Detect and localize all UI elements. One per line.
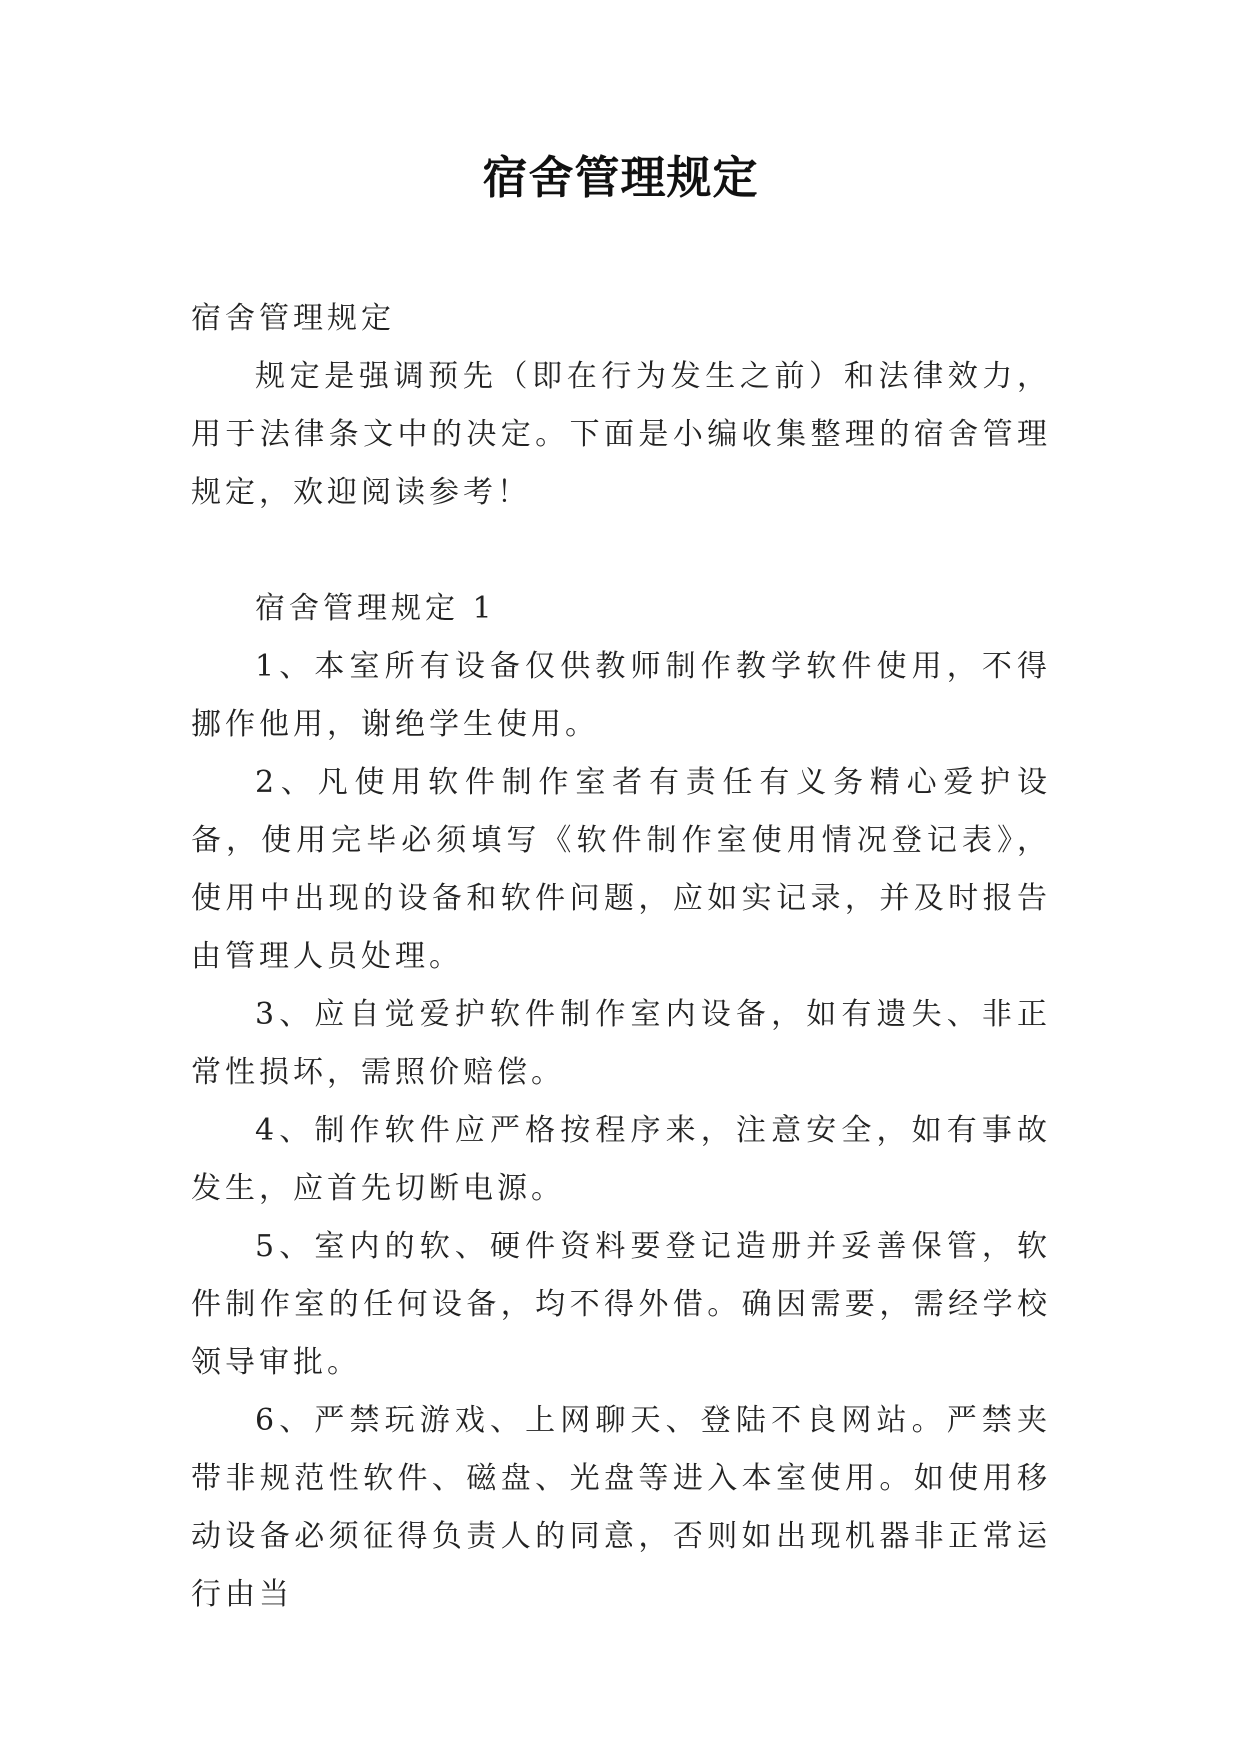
document-body: [191, 290, 1051, 1624]
section-heading: 宿舍管理规定 1: [255, 591, 496, 626]
rule-paragraph-5: 5、室内的软、硬件资料要登记造册并妥善保管，软件制作室的任何设备，均不得外借。确因需要，需经学校领导审批。: [191, 1229, 1051, 1380]
rule-paragraph-4: 4、制作软件应严格按程序来，注意安全，如有事故发生，应首先切断电源。: [191, 1113, 1051, 1206]
intro-paragraph: 规定是强调预先（即在行为发生之前）和法律效力，用于法律条文中的决定。下面是小编收集整理的宿舍管理规定，欢迎阅读参考！: [191, 359, 1051, 510]
rule-paragraph-1: 1、本室所有设备仅供教师制作教学软件使用，不得挪作他用，谢绝学生使用。: [191, 649, 1051, 742]
document-title: 宿舍管理规定: [482, 151, 759, 204]
rule-paragraph-2: 2、凡使用软件制作室者有责任有义务精心爱护设备，使用完毕必须填写《软件制作室使用情况登记表》，使用中出现的设备和软件问题，应如实记录，并及时报告由管理人员处理。: [191, 765, 1051, 974]
paragraph-spacer: [191, 522, 1051, 580]
rule-paragraph-3: 3、应自觉爱护软件制作室内设备，如有遗失、非正常性损坏，需照价赔偿。: [191, 997, 1051, 1090]
document-subtitle: 宿舍管理规定: [191, 301, 395, 336]
rule-paragraph-6: 6、严禁玩游戏、上网聊天、登陆不良网站。严禁夹带非规范性软件、磁盘、光盘等进入本室使用。如使用移动设备必须征得负责人的同意，否则如出现机器非正常运行由当: [191, 1403, 1051, 1612]
